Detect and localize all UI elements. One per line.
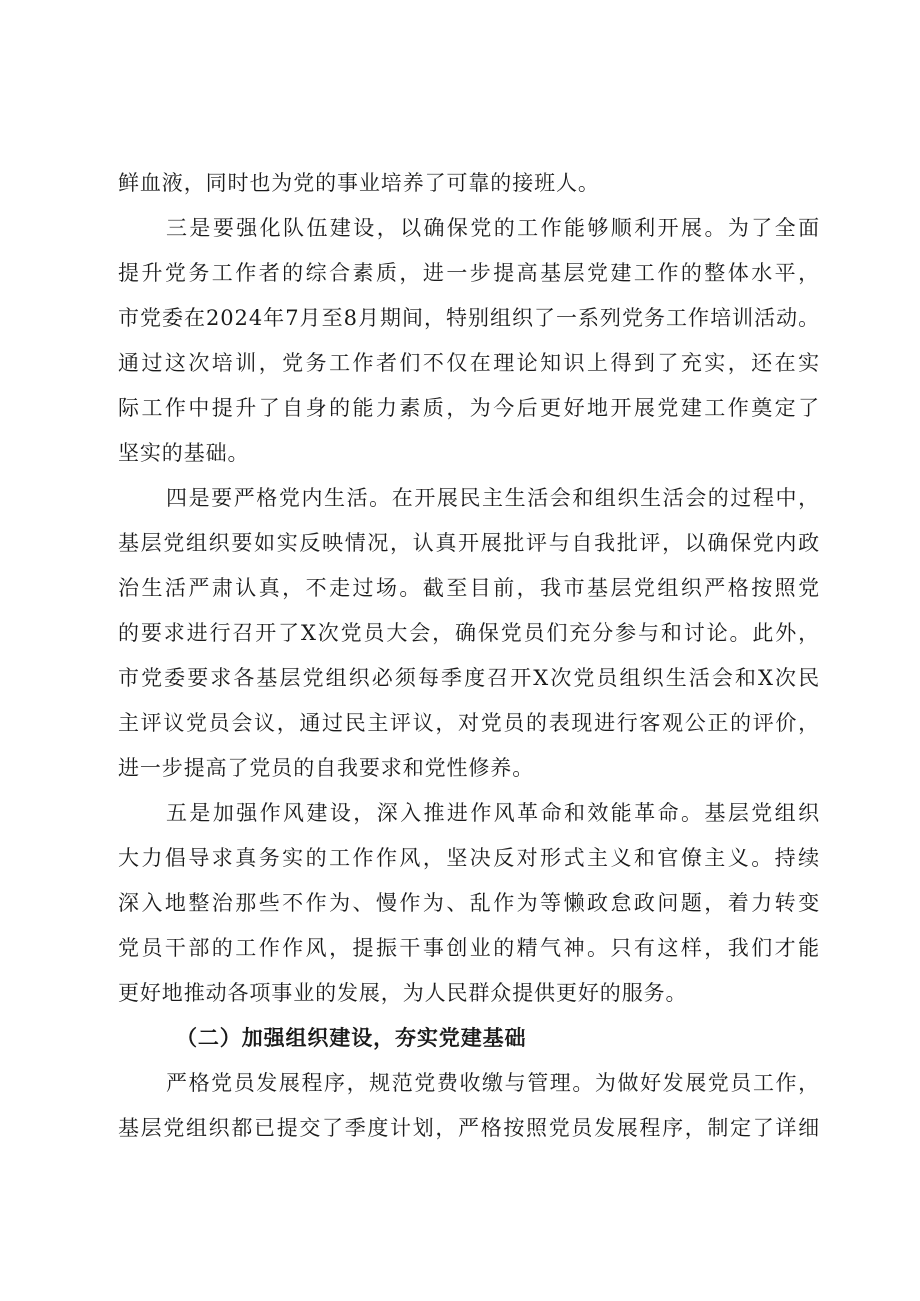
body-text-line: 党员干部的工作作风，提振干事创业的精气神。只有这样，我们才能 <box>118 936 820 960</box>
body-text-line: 主评议党员会议，通过民主评议，对党员的表现进行客观公正的评价， <box>118 711 820 735</box>
body-text-line: 基层党组织都已提交了季度计划，严格按照党员发展程序，制定了详细 <box>118 1116 820 1140</box>
body-text-line: 市党委在2024年7月至8月期间，特别组织了一系列党务工作培训活动。 <box>118 306 820 330</box>
paragraph-first-line: 严格党员发展程序，规范党费收缴与管理。为做好发展党员工作， <box>166 1071 820 1095</box>
body-text-line: 深入地整治那些不作为、慢作为、乱作为等懒政怠政问题，着力转变 <box>118 891 820 915</box>
body-text-line: 治生活严肃认真，不走过场。截至目前，我市基层党组织严格按照党 <box>118 576 820 600</box>
body-text-line: 市党委要求各基层党组织必须每季度召开X次党员组织生活会和X次民 <box>118 666 820 690</box>
paragraph-first-line: 四是要严格党内生活。在开展民主生活会和组织生活会的过程中， <box>166 486 820 510</box>
body-text-line: 鲜血液，同时也为党的事业培养了可靠的接班人。 <box>118 171 600 195</box>
paragraph-first-line: 三是要强化队伍建设，以确保党的工作能够顺利开展。为了全面 <box>166 216 820 240</box>
body-text-line: 的要求进行召开了X次党员大会，确保党员们充分参与和讨论。此外， <box>118 621 820 645</box>
body-text-line: 进一步提高了党员的自我要求和党性修养。 <box>118 756 535 780</box>
body-text-line: 际工作中提升了自身的能力素质，为今后更好地开展党建工作奠定了 <box>118 396 820 420</box>
body-text-line: 大力倡导求真务实的工作作风，坚决反对形式主义和官僚主义。持续 <box>118 846 820 870</box>
body-text-line: 通过这次培训，党务工作者们不仅在理论知识上得到了充实，还在实 <box>118 351 820 375</box>
body-text-line: 基层党组织要如实反映情况，认真开展批评与自我批评，以确保党内政 <box>118 531 820 555</box>
body-text-line: 更好地推动各项事业的发展，为人民群众提供更好的服务。 <box>118 981 688 1005</box>
body-text-line: 坚实的基础。 <box>118 441 250 465</box>
body-text-line: 提升党务工作者的综合素质，进一步提高基层党建工作的整体水平， <box>118 261 820 285</box>
section-heading: （二）加强组织建设，夯实党建基础 <box>176 1026 527 1050</box>
paragraph-first-line: 五是加强作风建设，深入推进作风革命和效能革命。基层党组织 <box>166 801 820 825</box>
